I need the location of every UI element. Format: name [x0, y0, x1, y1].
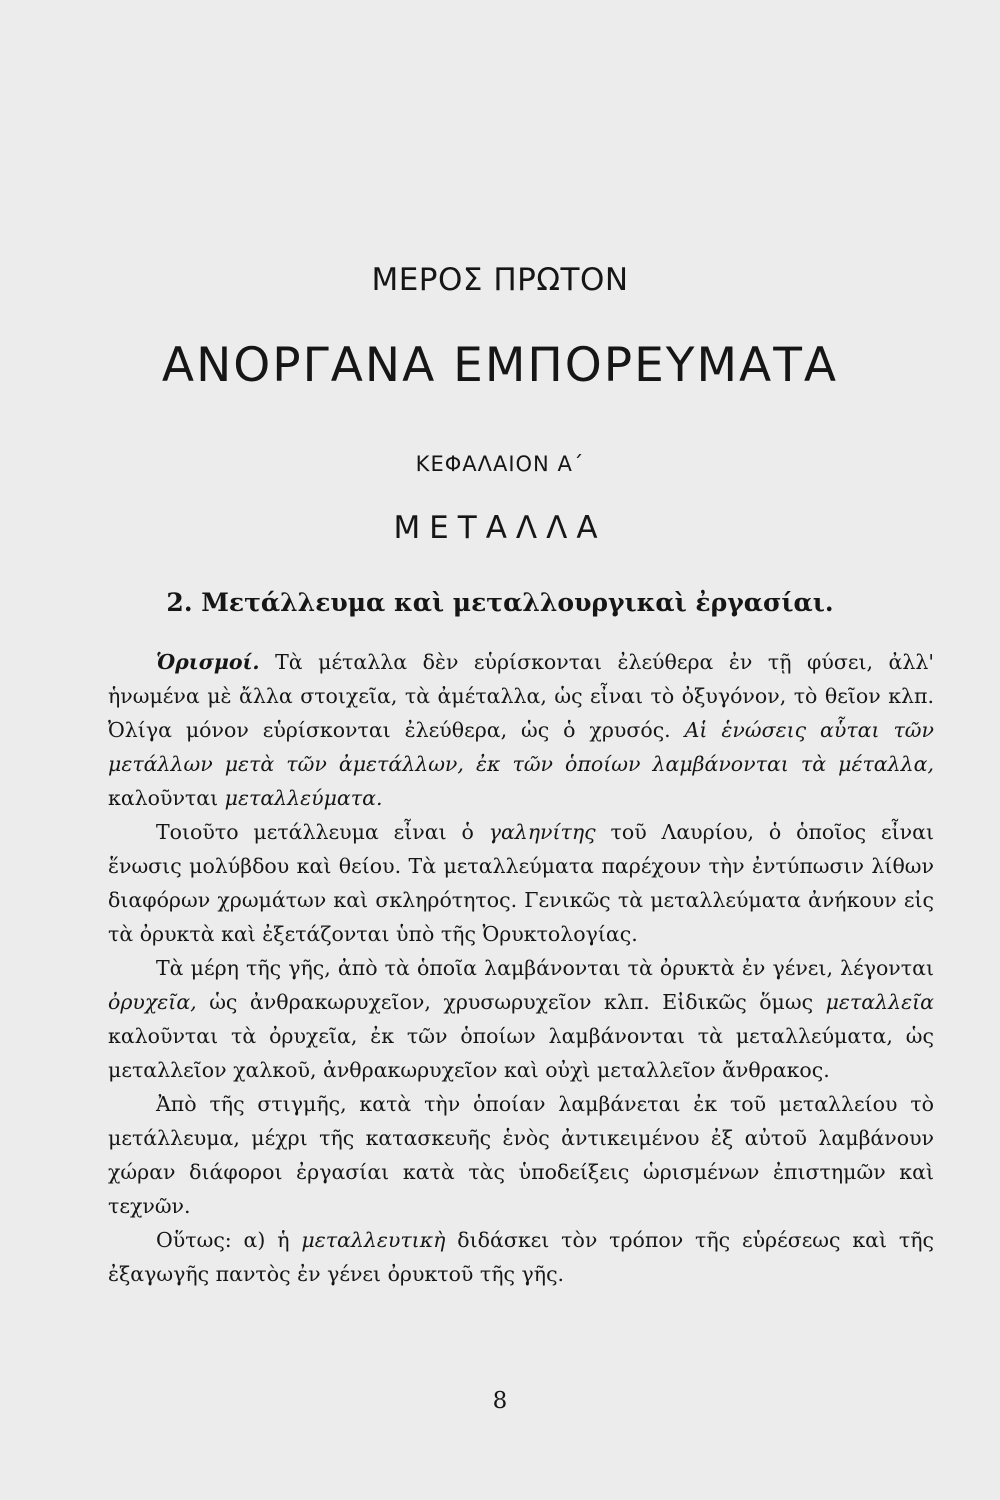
paragraph-galena [108, 815, 934, 951]
paragraph-text: τοῦ Λαυρίου, ὁ ὁποῖος εἶναι ἕνωσις μολύβδου καὶ θείου. Τὰ μεταλλεύματα παρέχουν τὴν ἐντύπωσιν λίθων διαφόρων χρωμάτων καὶ σκληρότητος. Γενικῶς τὰ μεταλλεύματα ἀνήκουν εἰς τὰ ὀρυκτὰ καὶ ἐξετάζονται ὑπὸ τῆς Ὀρυκτολογίας. [108, 820, 934, 946]
paragraph-text: Τὰ μέρη τῆς γῆς, ἀπὸ τὰ ὁποῖα λαμβάνονται τὰ ὀρυκτὰ ἐν γένει, λέγονται [156, 956, 934, 980]
paragraph-emphasis: μεταλλεῖα [825, 990, 934, 1014]
chapter-label: ΚΕΦΑΛΑΙΟΝ Α΄ [415, 452, 585, 476]
paragraph-definitions [108, 645, 934, 815]
paragraph-text: καλοῦνται τὰ ὀρυχεῖα, ἐκ τῶν ὁποίων λαμβάνονται τὰ μεταλλεύματα, ὡς μεταλλεῖον χαλκοῦ, ἀνθρακωρυχεῖον καὶ οὐχὶ μεταλλεῖον ἄνθρακος. [108, 1024, 934, 1082]
paragraph-mines [108, 951, 934, 1087]
paragraph-text: Ἀπὸ τῆς στιγμῆς, κατὰ τὴν ὁποίαν λαμβάνεται ἐκ τοῦ μεταλλείου τὸ μετάλλευμα, μέχρι τῆς κατασκευῆς ἑνὸς ἀντικειμένου ἐξ αὐτοῦ λαμβάνουν χώραν διάφοροι ἐργασίαι κατὰ τὰς ὑποδείξεις ὡρισμένων ἐπιστημῶν καὶ τεχνῶν. [108, 1092, 934, 1218]
paragraph-text: Οὕτως: α) ἡ [156, 1228, 302, 1252]
paragraph-lead-term: Ὁρισμοί. [156, 650, 260, 674]
paragraph-emphasis: Αἱ ἑνώσεις αὗται τῶν μετάλλων μετὰ τῶν ἀμετάλλων, ἐκ τῶν ὁποίων λαμβάνονται τὰ μέταλλα, [108, 718, 934, 776]
paragraph-text: διδάσκει τὸν τρόπον τῆς εὑρέσεως καὶ τῆς ἐξαγωγῆς παντὸς ἐν γένει ὀρυκτοῦ τῆς γῆς. [108, 1228, 934, 1286]
paragraph-emphasis: γαληνίτης [488, 820, 596, 844]
paragraph-emphasis: ὀρυχεῖα, [108, 990, 197, 1014]
paragraph-text: Τοιοῦτο μετάλλευμα εἶναι ὁ [156, 820, 489, 844]
page-number: 8 [492, 1388, 508, 1414]
chapter-title: ΜΕΤΑΛΛΑ [393, 510, 607, 546]
paragraph-processes [108, 1087, 934, 1223]
section-heading: 2. Μετάλλευμα καὶ μεταλλουργικαὶ ἐργασίαι. [166, 588, 834, 617]
paragraph-text: καλοῦνται [108, 786, 225, 810]
body-text [108, 645, 934, 1291]
paragraph-text: Τὰ μέταλλα δὲν εὑρίσκονται ἐλεύθερα ἐν τῇ φύσει, ἀλλ' ἡνωμένα μὲ ἄλλα στοιχεῖα, τὰ ἀμέταλλα, ὡς εἶναι τὸ ὀξυγόνον, τὸ θεῖον κλπ. Ὀλίγα μόνον εὑρίσκονται ἐλεύθερα, ὡς ὁ χρυσός. [108, 650, 934, 742]
paragraph-emphasis: μεταλλεύματα. [224, 786, 383, 810]
paragraph-emphasis: μεταλλευτικὴ [301, 1228, 446, 1252]
paragraph-text: ὡς ἀνθρακωρυχεῖον, χρυσωρυχεῖον κλπ. Εἰδικῶς ὅμως [196, 990, 826, 1014]
paragraph-mining [108, 1223, 934, 1291]
part-heading: ΜΕΡΟΣ ΠΡΩΤΟΝ [371, 262, 629, 298]
part-title: ΑΝΟΡΓΑΝΑ ΕΜΠΟΡΕΥΜΑΤΑ [161, 338, 839, 393]
